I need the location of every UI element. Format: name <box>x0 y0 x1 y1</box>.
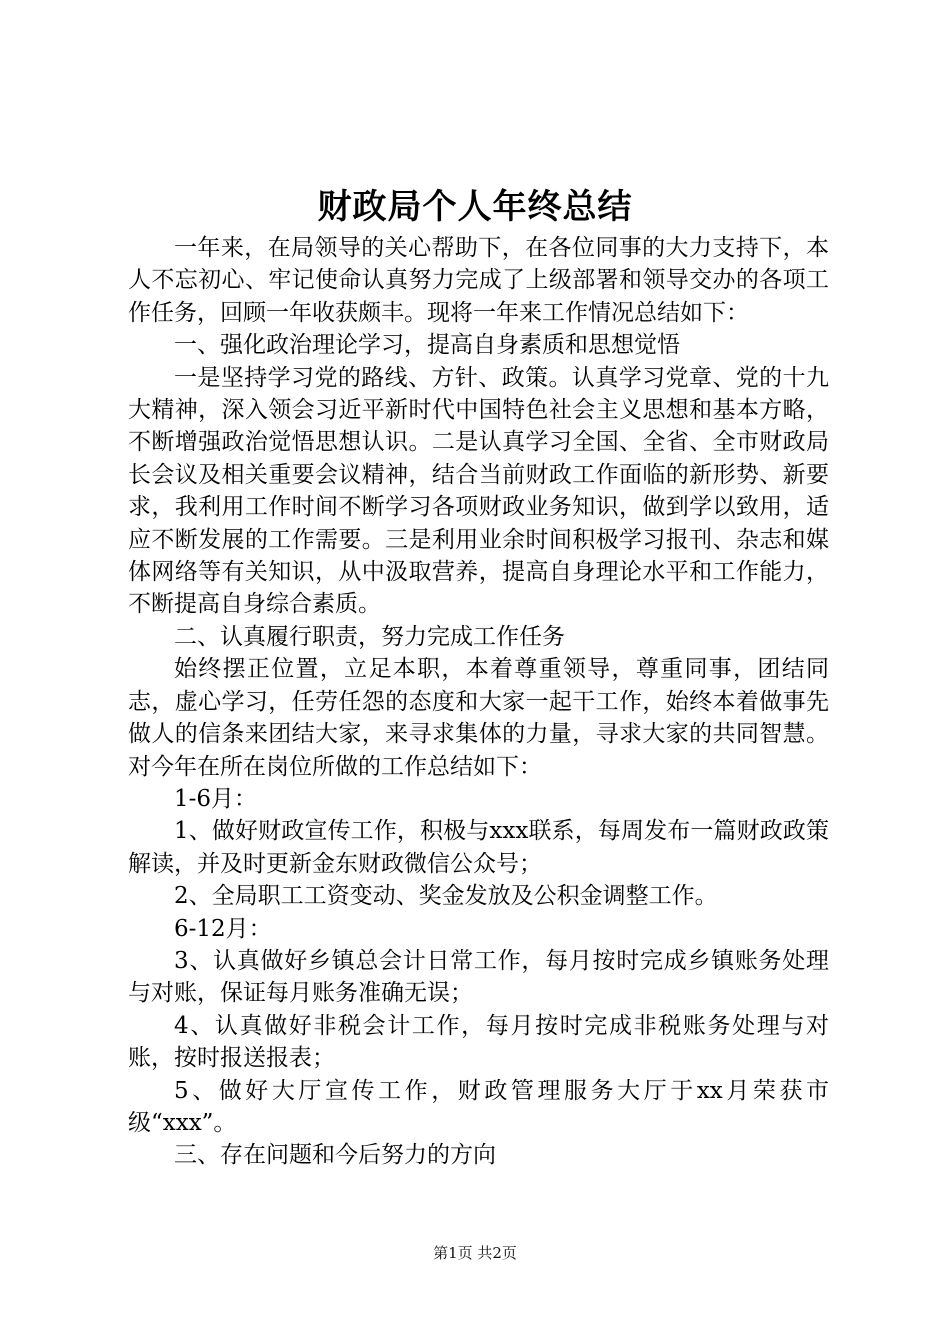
section-heading-3: 三、存在问题和今后努力的方向 <box>174 1142 496 1169</box>
list-item-2: 2、全局职工工资变动、奖金发放及公积金调整工作。 <box>174 883 718 910</box>
page-footer: 第1页 共2页 <box>433 1244 517 1262</box>
list-item-5: 5、做好大厅宣传工作，财政管理服务大厅于xx月荣获市级“xxx”。 <box>128 1077 829 1136</box>
period-label-jan-jun: 1-6月： <box>174 785 258 812</box>
paragraph-intro: 一年来，在局领导的关心帮助下，在各位同事的大力支持下，本人不忘初心、牢记使命认真努力完成了上级部署和领导交办的各项工作任务，回顾一年收获颇丰。现将一年来工作情况总结如下： <box>128 235 829 326</box>
document-body <box>128 232 829 1172</box>
period-label-jun-dec: 6-12月： <box>174 915 272 942</box>
section-heading-2: 二、认真履行职责，努力完成工作任务 <box>174 623 565 650</box>
paragraph-section-2: 始终摆正位置，立足本职，本着尊重领导，尊重同事，团结同志，虚心学习，任劳任怨的态度和大家一起干工作，始终本着做事先做人的信条来团结大家，来寻求集体的力量，寻求大家的共同智慧。对今年在所在岗位所做的工作总结如下： <box>128 656 829 780</box>
paragraph-section-1: 一是坚持学习党的路线、方针、政策。认真学习党章、党的十九大精神，深入领会习近平新时代中国特色社会主义思想和基本方略，不断增强政治觉悟思想认识。二是认真学习全国、全省、全市财政局长会议及相关重要会议精神，结合当前财政工作面临的新形势、新要求，我利用工作时间不断学习各项财政业务知识，做到学以致用，适应不断发展的工作需要。三是利用业余时间积极学习报刊、杂志和媒体网络等有关知识，从中汲取营养，提高自身理论水平和工作能力，不断提高自身综合素质。 <box>128 364 829 618</box>
list-item-1: 1、做好财政宣传工作，积极与xxx联系，每周发布一篇财政政策解读，并及时更新金东财政微信公众号； <box>128 818 829 877</box>
list-item-4: 4、认真做好非税会计工作，每月按时完成非税账务处理与对账，按时报送报表； <box>128 1012 829 1072</box>
list-item-3: 3、认真做好乡镇总会计日常工作，每月按时完成乡镇账务处理与对账，保证每月账务准确无误； <box>128 947 829 1007</box>
section-heading-1: 一、强化政治理论学习，提高自身素质和思想觉悟 <box>174 332 680 359</box>
document-title: 财政局个人年终总结 <box>317 187 633 227</box>
